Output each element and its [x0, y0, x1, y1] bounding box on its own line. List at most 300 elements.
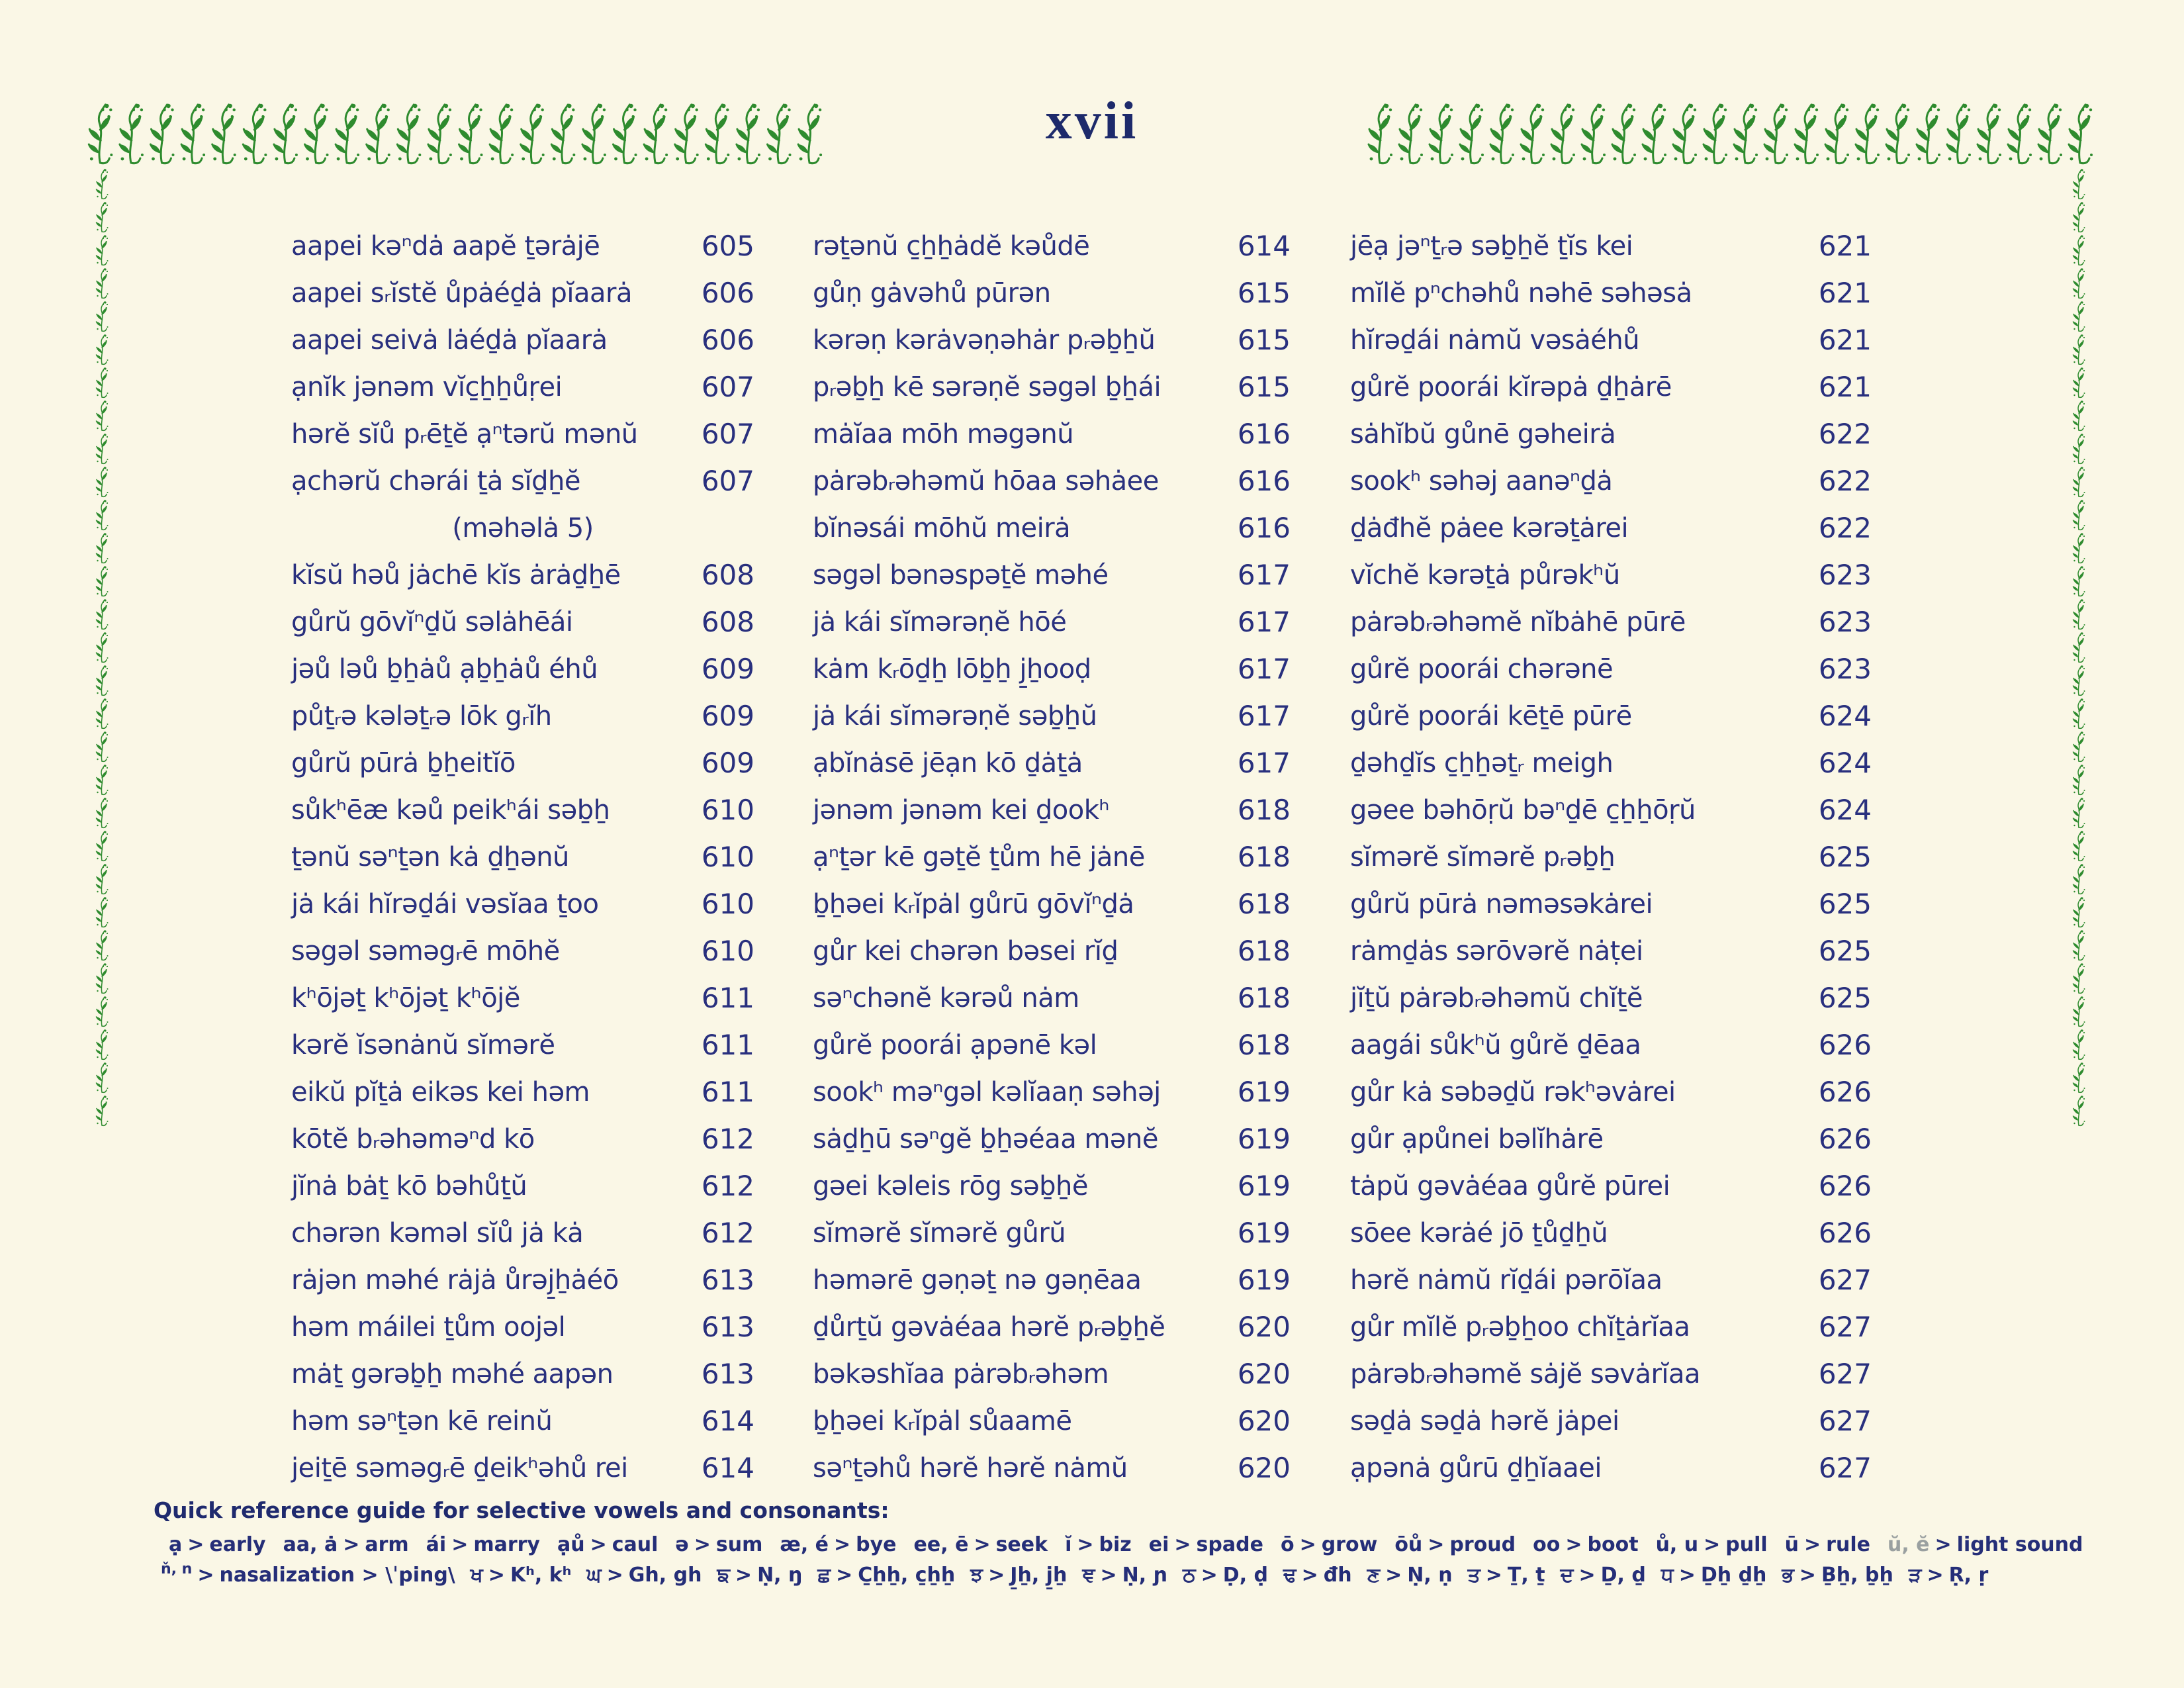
- toc-entry: [813, 1256, 1291, 1303]
- entry-page-number: 622: [1818, 465, 1872, 497]
- guide-sound: caul: [612, 1533, 659, 1556]
- entry-title: gůrĕ poorái kēṯē pūrē: [1350, 700, 1632, 731]
- entry-page-number: 626: [1818, 1076, 1872, 1108]
- entry-title: sōee kərȧé jō ṯůḏẖŭ: [1350, 1217, 1608, 1248]
- entry-page-number: 617: [1237, 559, 1291, 591]
- toc-entry: [1350, 786, 1872, 833]
- entry-page-number: 610: [701, 888, 754, 920]
- floral-sprig-icon: [675, 104, 699, 164]
- guide-item: [914, 1533, 1048, 1556]
- entry-title: səḏȧ səḏȧ hərĕ jȧpei: [1350, 1405, 1619, 1436]
- guide-sound: Gh, gh: [628, 1564, 702, 1587]
- toc-entry: [1350, 504, 1872, 551]
- toc-entry: [1350, 645, 1872, 692]
- toc-entry: [813, 1350, 1291, 1397]
- floral-sprig-icon: [2073, 897, 2085, 927]
- guide-symbol: ň, n: [161, 1561, 193, 1577]
- entry-page-number: 615: [1237, 324, 1291, 356]
- guide-symbol: ਛ: [817, 1564, 831, 1587]
- toc-entry: [1350, 316, 1872, 363]
- guide-sound: arm: [365, 1533, 409, 1556]
- entry-title: vĭchĕ kərəṯȧ půrəkʰŭ: [1350, 559, 1620, 590]
- toc-entry: [1350, 692, 1872, 739]
- entry-page-number: 619: [1237, 1264, 1291, 1296]
- guide-sound: marry: [473, 1533, 540, 1556]
- guide-item: [1561, 1564, 1646, 1587]
- entry-title: kōtĕ bᵣəhəməⁿd kō: [291, 1123, 535, 1154]
- floral-sprig-icon: [2069, 104, 2093, 164]
- floral-sprig-icon: [97, 367, 109, 397]
- toc-entry: [291, 1397, 754, 1444]
- guide-item: [1082, 1564, 1167, 1587]
- entry-page-number: 618: [1237, 1029, 1291, 1061]
- entry-page-number: 610: [701, 794, 754, 826]
- guide-sound: pull: [1725, 1533, 1768, 1556]
- guide-item: [283, 1533, 409, 1556]
- floral-sprig-icon: [97, 963, 109, 993]
- entry-page-number: 624: [1818, 794, 1872, 826]
- floral-sprig-icon: [2073, 831, 2085, 861]
- floral-sprig-icon: [1704, 104, 1727, 164]
- maps-to-arrow: >: [197, 1564, 214, 1587]
- guide-symbol: aa, ȧ: [283, 1533, 338, 1556]
- entry-title: gůrŭ pūrȧ ḇẖeitĭō: [291, 747, 516, 778]
- floral-sprig-icon: [97, 533, 109, 563]
- toc-entry: [813, 833, 1291, 880]
- entry-title: gůr kei chərən bəsei rĭḏ: [813, 935, 1118, 966]
- entry-page-number: 620: [1237, 1358, 1291, 1390]
- entry-page-number: 614: [1237, 230, 1291, 262]
- guide-item: [1183, 1564, 1268, 1587]
- toc-entry: [291, 1021, 754, 1068]
- floral-sprig-icon: [120, 104, 144, 164]
- toc-entry: [1350, 1256, 1872, 1303]
- floral-sprig-icon: [1917, 104, 1940, 164]
- toc-entry: [813, 316, 1291, 363]
- floral-sprig-icon: [1795, 104, 1819, 164]
- floral-sprig-icon: [97, 897, 109, 927]
- floral-sprig-icon: [1764, 104, 1788, 164]
- floral-sprig-icon: [336, 104, 359, 164]
- maps-to-arrow: >: [1799, 1564, 1816, 1587]
- toc-entry: [291, 410, 754, 457]
- floral-sprig-icon: [97, 467, 109, 496]
- toc-entry: [1350, 1115, 1872, 1162]
- floral-sprig-icon: [2038, 104, 2062, 164]
- floral-sprig-icon: [737, 104, 760, 164]
- entry-title: pȧrəbᵣəhəmŭ hōaa səhȧee: [813, 465, 1159, 496]
- entry-title: mȧĭaa mōh məgənŭ: [813, 418, 1074, 449]
- floral-sprig-icon: [1551, 104, 1575, 164]
- guide-sound: biz: [1099, 1533, 1132, 1556]
- entry-page-number: 626: [1818, 1217, 1872, 1249]
- entry-page-number: 620: [1237, 1452, 1291, 1484]
- entry-page-number: 623: [1818, 559, 1872, 591]
- guide-item: [1661, 1564, 1767, 1587]
- guide-symbol: ਖ: [470, 1564, 483, 1587]
- floral-sprig-icon: [1673, 104, 1697, 164]
- guide-sound: early: [209, 1533, 266, 1556]
- toc-entry: [1350, 927, 1872, 974]
- floral-sprig-icon: [1369, 104, 1392, 164]
- floral-sprig-icon: [2073, 566, 2085, 596]
- maps-to-arrow: >: [834, 1533, 851, 1556]
- toc-entry: [291, 1303, 754, 1350]
- guide-symbol: ə: [675, 1533, 689, 1556]
- entry-title: ḇẖəei kᵣĭpȧl gůrū gōvĭⁿḏȧ: [813, 888, 1134, 919]
- floral-sprig-icon: [644, 104, 668, 164]
- entry-page-number: 607: [701, 371, 754, 403]
- floral-sprig-icon: [2073, 698, 2085, 728]
- guide-symbol: ਘ: [586, 1564, 602, 1587]
- entry-title: rȧmḏȧs sərōvərĕ nȧṭei: [1350, 935, 1643, 966]
- floral-sprig-icon: [97, 434, 109, 463]
- toc-entry: [813, 504, 1291, 551]
- floral-sprig-icon: [521, 104, 545, 164]
- floral-sprig-icon: [97, 566, 109, 596]
- entry-page-number: 613: [701, 1358, 754, 1390]
- guide-sound: Ṇ, ŋ: [757, 1564, 803, 1587]
- floral-sprig-icon: [2073, 467, 2085, 496]
- toc-entry: [1350, 457, 1872, 504]
- entry-page-number: 625: [1818, 888, 1872, 920]
- guide-sound: boot: [1587, 1533, 1639, 1556]
- toc-entry: [1350, 1350, 1872, 1397]
- floral-sprig-icon: [1460, 104, 1484, 164]
- entry-page-number: 625: [1818, 935, 1872, 967]
- guide-sound: proud: [1449, 1533, 1516, 1556]
- entry-title: aapei kəⁿdȧ aapĕ ṯərȧjē: [291, 230, 600, 261]
- toc-entry: [813, 927, 1291, 974]
- floral-sprig-icon: [2073, 334, 2085, 364]
- toc-column-2: [813, 222, 1291, 1491]
- entry-title: pȧrəbᵣəhəmĕ sȧjĕ səvȧrĭaa: [1350, 1358, 1701, 1389]
- guide-item: [1656, 1533, 1768, 1556]
- toc-entry: [291, 363, 754, 410]
- floral-sprig-icon: [2073, 599, 2085, 629]
- entry-page-number: 614: [701, 1405, 754, 1437]
- entry-title: ạbĭnȧsē jēạn kō ḏȧṯȧ: [813, 747, 1083, 778]
- maps-to-arrow: >: [606, 1564, 623, 1587]
- toc-entry: [813, 363, 1291, 410]
- entry-title: jȧ kái hĭrəḏái vəsĭaa ṯoo: [291, 888, 599, 919]
- floral-sprig-icon: [2073, 533, 2085, 563]
- guide-item: [1909, 1564, 1988, 1587]
- guide-sound: J̱ẖ, j̱ẖ: [1010, 1564, 1068, 1587]
- toc-entry: [1350, 974, 1872, 1021]
- entry-page-number: 611: [701, 1076, 754, 1108]
- toc-entry: [1350, 1162, 1872, 1209]
- guide-symbol: ਝ: [970, 1564, 983, 1587]
- floral-sprig-icon: [97, 864, 109, 894]
- toc-entry: [291, 1256, 754, 1303]
- guide-sound: grow: [1321, 1533, 1378, 1556]
- entry-title: gůr mĭlĕ pᵣəḇẖoo chĭṯȧrĭaa: [1350, 1311, 1690, 1342]
- entry-title: jənəm jənəm kei ḏookʰ: [813, 794, 1110, 825]
- toc-entry: [291, 786, 754, 833]
- maps-to-arrow: >: [1077, 1533, 1094, 1556]
- entry-title: rəṯənŭ c̱ẖẖȧdĕ kəůdē: [813, 230, 1090, 261]
- toc-entry: [1350, 833, 1872, 880]
- entry-title: ḏȧđhĕ pȧee kərəṯȧrei: [1350, 512, 1629, 543]
- entry-page-number: 620: [1237, 1405, 1291, 1437]
- entry-page-number: 623: [1818, 653, 1872, 685]
- entry-title: gůrŭ gōvĭⁿḏŭ səlȧhēái: [291, 606, 573, 637]
- maps-to-arrow: >: [1804, 1533, 1821, 1556]
- toc-column-3: [1350, 222, 1872, 1491]
- toc-entry: [813, 1021, 1291, 1068]
- floral-sprig-icon: [97, 930, 109, 960]
- entry-page-number: 626: [1818, 1170, 1872, 1202]
- floral-sprig-icon: [97, 798, 109, 827]
- floral-sprig-icon: [2073, 1096, 2085, 1125]
- guide-sound: Ṇ, ɲ: [1122, 1564, 1167, 1587]
- floral-sprig-icon: [97, 731, 109, 761]
- entry-page-number: 612: [701, 1123, 754, 1155]
- guide-symbol: ů, u: [1655, 1533, 1699, 1556]
- entry-page-number: 619: [1237, 1217, 1291, 1249]
- entry-page-number: 627: [1818, 1452, 1872, 1484]
- entry-title: jȧ kái sĭmərəṇĕ hōé: [813, 606, 1067, 637]
- entry-title: sĭmərĕ sĭmərĕ pᵣəḇẖ: [1350, 841, 1615, 872]
- toc-entry: [1350, 1303, 1872, 1350]
- entry-title: səⁿṯəhů hərĕ hərĕ nȧmŭ: [813, 1452, 1128, 1483]
- guide-sound: Ḍ, ḍ: [1222, 1564, 1269, 1587]
- entry-title: bəkəshĭaa pȧrəbᵣəhəm: [813, 1358, 1109, 1389]
- guide-symbol: ਢ: [1283, 1564, 1297, 1587]
- maps-to-arrow: >: [735, 1564, 752, 1587]
- entry-title: (məhəlȧ 5): [452, 512, 594, 543]
- floral-sprig-icon: [768, 104, 792, 164]
- maps-to-arrow: >: [451, 1533, 469, 1556]
- toc-entry: [813, 1115, 1291, 1162]
- entry-title: aapei seivȧ lȧéḏȧ pĭaarȧ: [291, 324, 608, 355]
- floral-sprig-icon: [97, 400, 109, 430]
- floral-sprig-icon: [582, 104, 606, 164]
- entry-page-number: 608: [701, 606, 754, 638]
- floral-sprig-icon: [97, 1062, 109, 1092]
- toc-entry: [1350, 1209, 1872, 1256]
- entry-title: həm máilei ṯům oojəl: [291, 1311, 566, 1342]
- floral-sprig-icon: [428, 104, 452, 164]
- entry-page-number: 626: [1818, 1029, 1872, 1061]
- entry-page-number: 618: [1237, 935, 1291, 967]
- maps-to-arrow: >: [988, 1564, 1005, 1587]
- maps-to-arrow: >: [1934, 1533, 1952, 1556]
- floral-sprig-icon: [1825, 104, 1849, 164]
- toc-entry: [291, 504, 754, 551]
- entry-title: ḇẖəei kᵣĭpȧl sůaamē: [813, 1405, 1072, 1436]
- entry-title: kȧm kᵣōḏẖ lōḇẖ j̱ẖooḍ: [813, 653, 1091, 684]
- entry-page-number: 609: [701, 747, 754, 779]
- floral-sprig-icon: [274, 104, 298, 164]
- guide-item: [1785, 1533, 1870, 1556]
- entry-page-number: 618: [1237, 841, 1291, 873]
- floral-sprig-icon: [1490, 104, 1514, 164]
- entry-page-number: 619: [1237, 1170, 1291, 1202]
- guide-item: [557, 1533, 658, 1556]
- toc-entry: [813, 1444, 1291, 1491]
- entry-page-number: 617: [1237, 653, 1291, 685]
- entry-title: kʰōjəṯ kʰōjəṯ kʰōjĕ: [291, 982, 520, 1013]
- guide-item: [1468, 1564, 1545, 1587]
- toc-entry: [1350, 598, 1872, 645]
- floral-sprig-icon: [2073, 632, 2085, 662]
- entry-page-number: 610: [701, 841, 754, 873]
- guide-sound: Ḏẖ ḏẖ: [1700, 1564, 1767, 1587]
- floral-sprig-icon: [97, 765, 109, 794]
- entry-page-number: 616: [1237, 512, 1291, 544]
- toc-entry: [291, 1115, 754, 1162]
- toc-entry: [291, 1162, 754, 1209]
- maps-to-arrow: >: [1704, 1533, 1721, 1556]
- entry-title: jəů ləů ḇẖȧů ạḇẖȧů éhů: [291, 653, 598, 684]
- entry-title: sȧḏẖū səⁿgĕ ḇẖəéaa mənĕ: [813, 1123, 1158, 1154]
- floral-sprig-icon: [1582, 104, 1606, 164]
- guide-symbol: ái: [426, 1533, 447, 1556]
- guide-sound: Kʰ, kʰ: [510, 1564, 572, 1587]
- floral-border-left: [87, 167, 118, 1131]
- maps-to-arrow: >: [1485, 1564, 1502, 1587]
- floral-sprig-icon: [2073, 864, 2085, 894]
- entry-title: həm səⁿṯən kē reinŭ: [291, 1405, 553, 1436]
- floral-sprig-icon: [1643, 104, 1666, 164]
- consonant-guide-line: [161, 1561, 1989, 1587]
- guide-sound: nasalization > \ˈping\: [219, 1564, 455, 1587]
- entry-title: gůrĕ poorái chərənē: [1350, 653, 1614, 684]
- toc-entry: [291, 598, 754, 645]
- entry-title: jĭnȧ bȧṯ kō bəhůṯŭ: [291, 1170, 527, 1201]
- floral-sprig-icon: [243, 104, 267, 164]
- floral-sprig-icon: [1399, 104, 1423, 164]
- guide-symbol: ਠ: [1182, 1564, 1196, 1587]
- toc-entry: [291, 222, 754, 269]
- guide-item: [970, 1564, 1067, 1587]
- maps-to-arrow: >: [343, 1533, 360, 1556]
- floral-sprig-icon: [97, 202, 109, 232]
- guide-heading: Quick reference guide for selective vowels and consonants:: [154, 1497, 889, 1523]
- floral-sprig-icon: [1734, 104, 1758, 164]
- floral-sprig-icon: [1947, 104, 1971, 164]
- entry-page-number: 624: [1818, 747, 1872, 779]
- maps-to-arrow: >: [1100, 1564, 1117, 1587]
- entry-page-number: 619: [1237, 1076, 1291, 1108]
- toc-entry: [291, 1068, 754, 1115]
- toc-entry: [1350, 410, 1872, 457]
- entry-page-number: 623: [1818, 606, 1872, 638]
- entry-page-number: 626: [1818, 1123, 1872, 1155]
- guide-symbol: ōů: [1394, 1533, 1423, 1556]
- toc-entry: [813, 1068, 1291, 1115]
- entry-title: jȧ kái sĭmərəṇĕ səḇẖŭ: [813, 700, 1097, 731]
- entry-title: pȧrəbᵣəhəmĕ nĭbȧhē pūrē: [1350, 606, 1686, 637]
- guide-item: [780, 1533, 896, 1556]
- toc-entry: [813, 1397, 1291, 1444]
- entry-page-number: 616: [1237, 418, 1291, 450]
- entry-title: pᵣəḇẖ kē sərəṇĕ səgəl ḇẖái: [813, 371, 1161, 402]
- toc-entry: [291, 457, 754, 504]
- guide-item: [817, 1564, 955, 1587]
- vowel-guide-line: [169, 1533, 2083, 1556]
- guide-sound: sum: [715, 1533, 763, 1556]
- floral-sprig-icon: [97, 831, 109, 861]
- entry-title: sookʰ səhəj aanəⁿḏȧ: [1350, 465, 1613, 496]
- toc-entry: [1350, 222, 1872, 269]
- guide-item: [1533, 1533, 1638, 1556]
- entry-title: sookʰ məⁿgəl kəlĭaaṇ səhəj: [813, 1076, 1161, 1107]
- entry-title: səgəl bənəspəṯĕ məhé: [813, 559, 1109, 590]
- entry-title: hĭrəḏái nȧmŭ vəsȧéhů: [1350, 324, 1640, 355]
- maps-to-arrow: >: [1385, 1564, 1402, 1587]
- guide-symbol: ŭ, ĕ: [1887, 1533, 1930, 1556]
- toc-entry: [813, 457, 1291, 504]
- toc-entry: [813, 739, 1291, 786]
- entry-title: ḏůrṯŭ gəvȧéaa hərĕ pᵣəḇẖĕ: [813, 1311, 1165, 1342]
- maps-to-arrow: >: [1174, 1533, 1191, 1556]
- maps-to-arrow: >: [836, 1564, 853, 1587]
- toc-entry: [813, 1303, 1291, 1350]
- entry-title: ṯənŭ səⁿṯən kȧ ḏẖənŭ: [291, 841, 569, 872]
- floral-sprig-icon: [1978, 104, 2001, 164]
- toc-entry: [1350, 363, 1872, 410]
- guide-sound: seek: [995, 1533, 1048, 1556]
- floral-border-top-left: [85, 99, 825, 167]
- guide-symbol: ਞ: [1082, 1564, 1095, 1587]
- entry-page-number: 611: [701, 1029, 754, 1061]
- floral-sprig-icon: [2073, 367, 2085, 397]
- floral-sprig-icon: [1886, 104, 1910, 164]
- floral-sprig-icon: [97, 665, 109, 695]
- entry-page-number: 613: [701, 1264, 754, 1296]
- entry-title: gəee bəhōṛŭ bəⁿḏē c̱ẖẖōṛŭ: [1350, 794, 1696, 825]
- entry-page-number: 606: [701, 277, 754, 309]
- guide-sound: spade: [1196, 1533, 1263, 1556]
- entry-page-number: 609: [701, 653, 754, 685]
- guide-symbol: ĭ: [1065, 1533, 1072, 1556]
- entry-page-number: 627: [1818, 1264, 1872, 1296]
- floral-sprig-icon: [2073, 665, 2085, 695]
- toc-entry: [291, 645, 754, 692]
- entry-page-number: 610: [701, 935, 754, 967]
- guide-sound: bye: [856, 1533, 897, 1556]
- floral-sprig-icon: [181, 104, 205, 164]
- floral-sprig-icon: [2073, 202, 2085, 232]
- guide-symbol: ਤ: [1467, 1564, 1480, 1587]
- floral-sprig-icon: [151, 104, 175, 164]
- toc-entry: [1350, 739, 1872, 786]
- guide-item: [1367, 1564, 1453, 1587]
- entry-title: ạnĭk jənəm vĭc̱ẖẖůṛei: [291, 371, 563, 402]
- entry-page-number: 617: [1237, 747, 1291, 779]
- guide-item: [1281, 1533, 1377, 1556]
- toc-entry: [291, 1209, 754, 1256]
- entry-page-number: 614: [701, 1452, 754, 1484]
- entry-page-number: 618: [1237, 794, 1291, 826]
- entry-page-number: 621: [1818, 230, 1872, 262]
- floral-sprig-icon: [2073, 301, 2085, 331]
- entry-title: gůṇ gȧvəhů pūrən: [813, 277, 1051, 308]
- floral-sprig-icon: [2073, 1029, 2085, 1059]
- guide-item: [1065, 1533, 1132, 1556]
- guide-symbol: ạ: [169, 1533, 183, 1556]
- toc-entry: [1350, 1397, 1872, 1444]
- entry-title: jēạ jəⁿṯᵣə səḇẖĕ ṯĭs kei: [1350, 230, 1633, 261]
- entry-title: jeiṯē səməgᵣē ḏeikʰəhů rei: [291, 1452, 628, 1483]
- entry-title: ạⁿṯər kē gəṯĕ ṯům hē jȧnē: [813, 841, 1145, 872]
- entry-page-number: 625: [1818, 841, 1872, 873]
- entry-title: kərəṇ kərȧvəṇəhȧr pᵣəḇẖŭ: [813, 324, 1156, 355]
- floral-sprig-icon: [2073, 400, 2085, 430]
